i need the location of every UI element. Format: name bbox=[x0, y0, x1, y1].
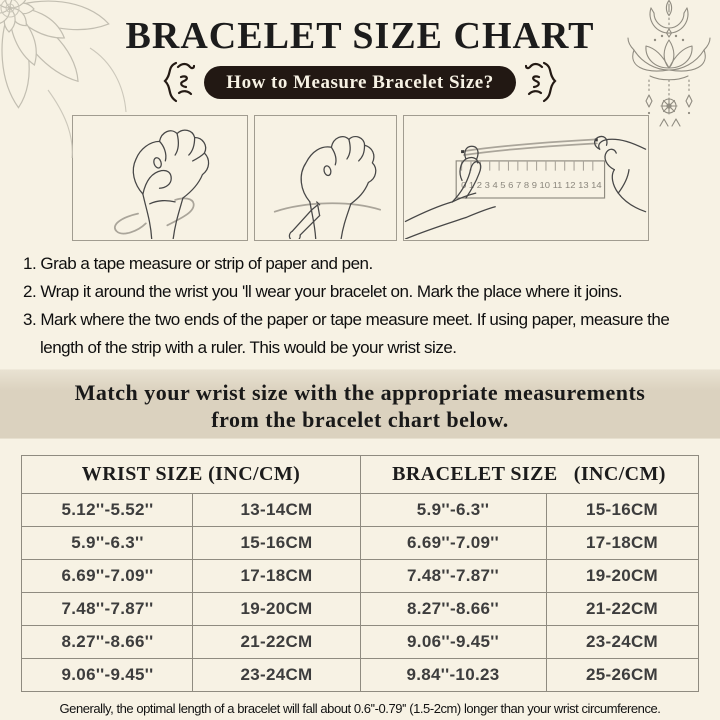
table-cell: 17-18CM bbox=[193, 560, 360, 593]
table-cell: 6.69''-7.09'' bbox=[360, 527, 546, 560]
table-cell: 7.48''-7.87'' bbox=[22, 593, 193, 626]
table-cell: 9.84''-10.23 bbox=[360, 659, 546, 692]
table-header-bracelet-size: BRACELET SIZE (INC/CM) bbox=[360, 456, 698, 494]
table-cell: 8.27''-8.66'' bbox=[22, 626, 193, 659]
fist-with-pen-illustration bbox=[255, 116, 395, 239]
table-row bbox=[22, 626, 698, 659]
how-to-measure-ribbon bbox=[204, 66, 515, 99]
table-row bbox=[22, 659, 698, 692]
fist-with-tape-illustration bbox=[73, 116, 246, 239]
banner-line-1: Match your wrist size with the appropriate measurements bbox=[74, 380, 646, 405]
how-to-measure-ribbon-row bbox=[0, 62, 720, 102]
ribbon-left-flourish-icon bbox=[161, 60, 195, 104]
illustration-mark-with-pen bbox=[254, 115, 397, 241]
table-cell: 23-24CM bbox=[546, 626, 698, 659]
table-row bbox=[22, 560, 698, 593]
instruction-step-2: 2. Wrap it around the wrist you 'll wear your bracelet on. Mark the place where it joins. bbox=[23, 282, 623, 301]
illustration-wrap-tape bbox=[72, 115, 248, 241]
table-cell: 6.69''-7.09'' bbox=[22, 560, 193, 593]
banner-line-2: from the bracelet chart below. bbox=[211, 407, 509, 432]
page-title: BRACELET SIZE CHART bbox=[125, 15, 595, 57]
instruction-step-1: 1. Grab a tape measure or strip of paper and pen. bbox=[23, 254, 373, 273]
table-cell: 15-16CM bbox=[546, 494, 698, 527]
match-size-banner bbox=[0, 369, 720, 439]
table-row bbox=[22, 593, 698, 626]
table-cell: 15-16CM bbox=[193, 527, 360, 560]
table-cell: 5.9''-6.3'' bbox=[22, 527, 193, 560]
size-chart-table bbox=[21, 455, 698, 692]
table-cell: 7.48''-7.87'' bbox=[360, 560, 546, 593]
ribbon-right-flourish-icon bbox=[525, 60, 559, 104]
instructions-list bbox=[19, 250, 701, 362]
table-cell: 5.12''-5.52'' bbox=[22, 494, 193, 527]
table-row bbox=[22, 527, 698, 560]
instruction-step-3: 3. Mark where the two ends of the paper or tape measure meet. If using paper, measure the length of the strip with a ruler. This would be your wrist size. bbox=[23, 310, 670, 357]
ruler-measuring-illustration bbox=[404, 116, 647, 239]
table-cell: 9.06''-9.45'' bbox=[22, 659, 193, 692]
table-cell: 21-22CM bbox=[546, 593, 698, 626]
table-header-row bbox=[22, 456, 698, 494]
ribbon-label: How to Measure Bracelet Size? bbox=[226, 71, 494, 93]
table-cell: 17-18CM bbox=[546, 527, 698, 560]
illustration-measure-with-ruler bbox=[403, 115, 649, 241]
table-cell: 23-24CM bbox=[193, 659, 360, 692]
table-cell: 19-20CM bbox=[546, 560, 698, 593]
footnote: Generally, the optimal length of a bracelet will fall about 0.6''-0.79'' (1.5-2cm) longer than your wrist circumference. bbox=[59, 701, 661, 716]
table-cell: 21-22CM bbox=[193, 626, 360, 659]
measuring-illustrations bbox=[0, 115, 720, 241]
table-header-wrist-size: WRIST SIZE (INC/CM) bbox=[22, 456, 360, 494]
table-row bbox=[22, 494, 698, 527]
table-cell: 25-26CM bbox=[546, 659, 698, 692]
table-cell: 9.06''-9.45'' bbox=[360, 626, 546, 659]
table-cell: 5.9''-6.3'' bbox=[360, 494, 546, 527]
table-cell: 8.27''-8.66'' bbox=[360, 593, 546, 626]
table-cell: 13-14CM bbox=[193, 494, 360, 527]
ruler-numbers: 0 1 2 3 4 5 6 7 8 9 10 11 12 13 14 bbox=[460, 181, 602, 191]
table-cell: 19-20CM bbox=[193, 593, 360, 626]
